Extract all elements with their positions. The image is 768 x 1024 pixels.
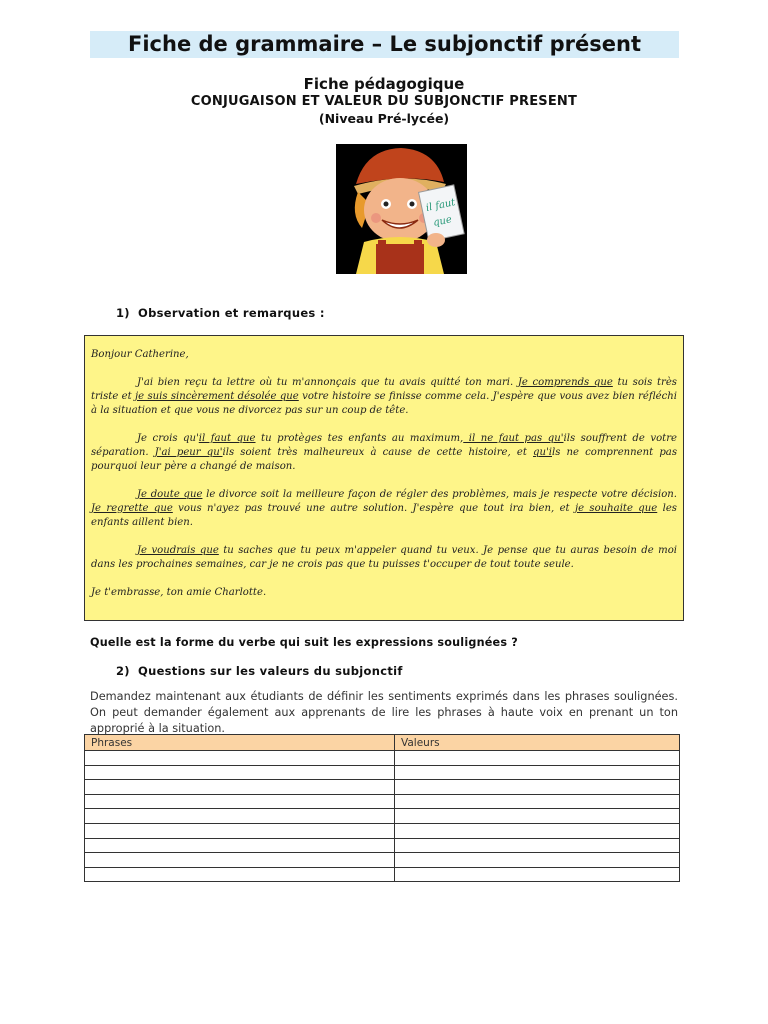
text: ils souffrent de votre séparation. bbox=[91, 433, 678, 458]
text: ls ne comprennent pas pourquoi leur père a changé de maison. bbox=[91, 447, 677, 472]
svg-text:que: que bbox=[432, 214, 453, 229]
level-label: (Niveau Pré-lycée) bbox=[318, 111, 450, 126]
underlined-expression: Je regrette que bbox=[91, 503, 173, 514]
text: les enfants aillent bien. bbox=[91, 503, 677, 528]
column-header-valeurs: Valeurs bbox=[395, 735, 680, 751]
letter-paragraph-1 bbox=[91, 376, 677, 418]
phrase-cell[interactable] bbox=[85, 765, 395, 780]
underlined-expression: qu'i bbox=[533, 447, 552, 458]
section-number: 2) bbox=[116, 664, 130, 678]
section-title: Questions sur les valeurs du subjonctif bbox=[138, 664, 403, 678]
svg-text:il faut: il faut bbox=[424, 197, 457, 215]
letter-greeting: Bonjour Catherine, bbox=[91, 349, 189, 360]
text: tu protèges tes enfants au maximum, bbox=[255, 433, 464, 444]
underlined-expression: Je voudrais que bbox=[137, 545, 219, 556]
text: ils soient très malheureux à cause de cette histoire, et bbox=[222, 447, 534, 458]
phrase-cell[interactable] bbox=[85, 780, 395, 795]
phrase-cell[interactable] bbox=[85, 751, 395, 766]
letter-paragraph-3 bbox=[91, 488, 677, 530]
text: tu saches que tu peux m'appeler quand tu veux. Je pense que tu auras besoin de moi dans les prochaines semaines, car je ne crois pas que tu puisses t'occuper de tout toute seule. bbox=[91, 545, 677, 570]
topic-heading bbox=[0, 94, 768, 109]
table-row bbox=[85, 838, 680, 853]
section-number: 1) bbox=[116, 306, 130, 320]
table-row bbox=[85, 823, 680, 838]
valeur-cell[interactable] bbox=[395, 838, 680, 853]
phrase-cell[interactable] bbox=[85, 794, 395, 809]
valeur-cell[interactable] bbox=[395, 780, 680, 795]
phrase-cell[interactable] bbox=[85, 853, 395, 868]
underlined-expression: je suis sincèrement désolée que bbox=[135, 391, 299, 402]
letter-closing: Je t'embrasse, ton amie Charlotte. bbox=[91, 587, 267, 598]
table-row bbox=[85, 809, 680, 824]
valeur-cell[interactable] bbox=[395, 809, 680, 824]
underlined-expression: J'ai peur qu' bbox=[154, 447, 223, 458]
underlined-expression: il faut que bbox=[198, 433, 256, 444]
underlined-expression: il ne faut pas qu' bbox=[463, 433, 564, 444]
letter-paragraph-2 bbox=[91, 432, 677, 474]
phrase-cell[interactable] bbox=[85, 823, 395, 838]
text: votre histoire se finisse comme cela. J'espère que vous avez bien réfléchi à la situation et que vous ne divorcez pas sur un coup de tête. bbox=[91, 391, 677, 416]
phrase-cell[interactable] bbox=[85, 809, 395, 824]
section-title: Observation et remarques : bbox=[138, 306, 325, 320]
column-header-phrases: Phrases bbox=[85, 735, 395, 751]
topic-text: CONJUGAISON ET VALEUR DU SUBJONCTIF PRESENT bbox=[190, 94, 578, 109]
valeur-cell[interactable] bbox=[395, 853, 680, 868]
underlined-expression: je souhaite que bbox=[574, 503, 658, 514]
table-row bbox=[85, 867, 680, 882]
table-body bbox=[85, 751, 680, 882]
valeur-cell[interactable] bbox=[395, 751, 680, 766]
text: vous n'ayez pas trouvé une autre solution. J'espère que tout ira bien, et bbox=[172, 503, 575, 514]
table-row bbox=[85, 853, 680, 868]
boy-holding-il-faut-que-card-image bbox=[336, 144, 467, 274]
table-row bbox=[85, 765, 680, 780]
text: tu sois très triste et bbox=[91, 377, 677, 402]
phrase-cell[interactable] bbox=[85, 838, 395, 853]
table-header-row bbox=[85, 735, 680, 751]
instruction-paragraph: Demandez maintenant aux étudiants de définir les sentiments exprimés dans les phrases soulignées. On peut demander également aux apprenants de lire les phrases à haute voix en prenant un ton approprié à la situation. bbox=[90, 690, 678, 735]
section-values-heading bbox=[116, 664, 403, 678]
underlined-expression: Je doute que bbox=[137, 489, 203, 500]
underlined-expression: Je comprends que bbox=[517, 377, 613, 388]
valeur-cell[interactable] bbox=[395, 823, 680, 838]
question-text: Quelle est la forme du verbe qui suit les expressions soulignées ? bbox=[90, 636, 518, 649]
valeur-cell[interactable] bbox=[395, 794, 680, 809]
subtitle: Fiche pédagogique bbox=[303, 75, 465, 93]
phrase-cell[interactable] bbox=[85, 867, 395, 882]
table-row bbox=[85, 780, 680, 795]
letter-paragraph-4 bbox=[91, 544, 677, 572]
table-row bbox=[85, 751, 680, 766]
text: J'ai bien reçu ta lettre où tu m'annonçais que tu avais quitté ton mari. bbox=[137, 377, 518, 388]
text: le divorce soit la meilleure façon de régler des problèmes, mais je respecte votre décision. bbox=[202, 489, 677, 500]
valeur-cell[interactable] bbox=[395, 765, 680, 780]
table-row bbox=[85, 794, 680, 809]
letter-box bbox=[84, 335, 684, 621]
phrases-values-table bbox=[84, 734, 680, 882]
page-title: Fiche de grammaire – Le subjonctif présent bbox=[90, 31, 679, 58]
text: Je crois qu' bbox=[137, 433, 199, 444]
section-observation-heading bbox=[116, 306, 325, 320]
valeur-cell[interactable] bbox=[395, 867, 680, 882]
